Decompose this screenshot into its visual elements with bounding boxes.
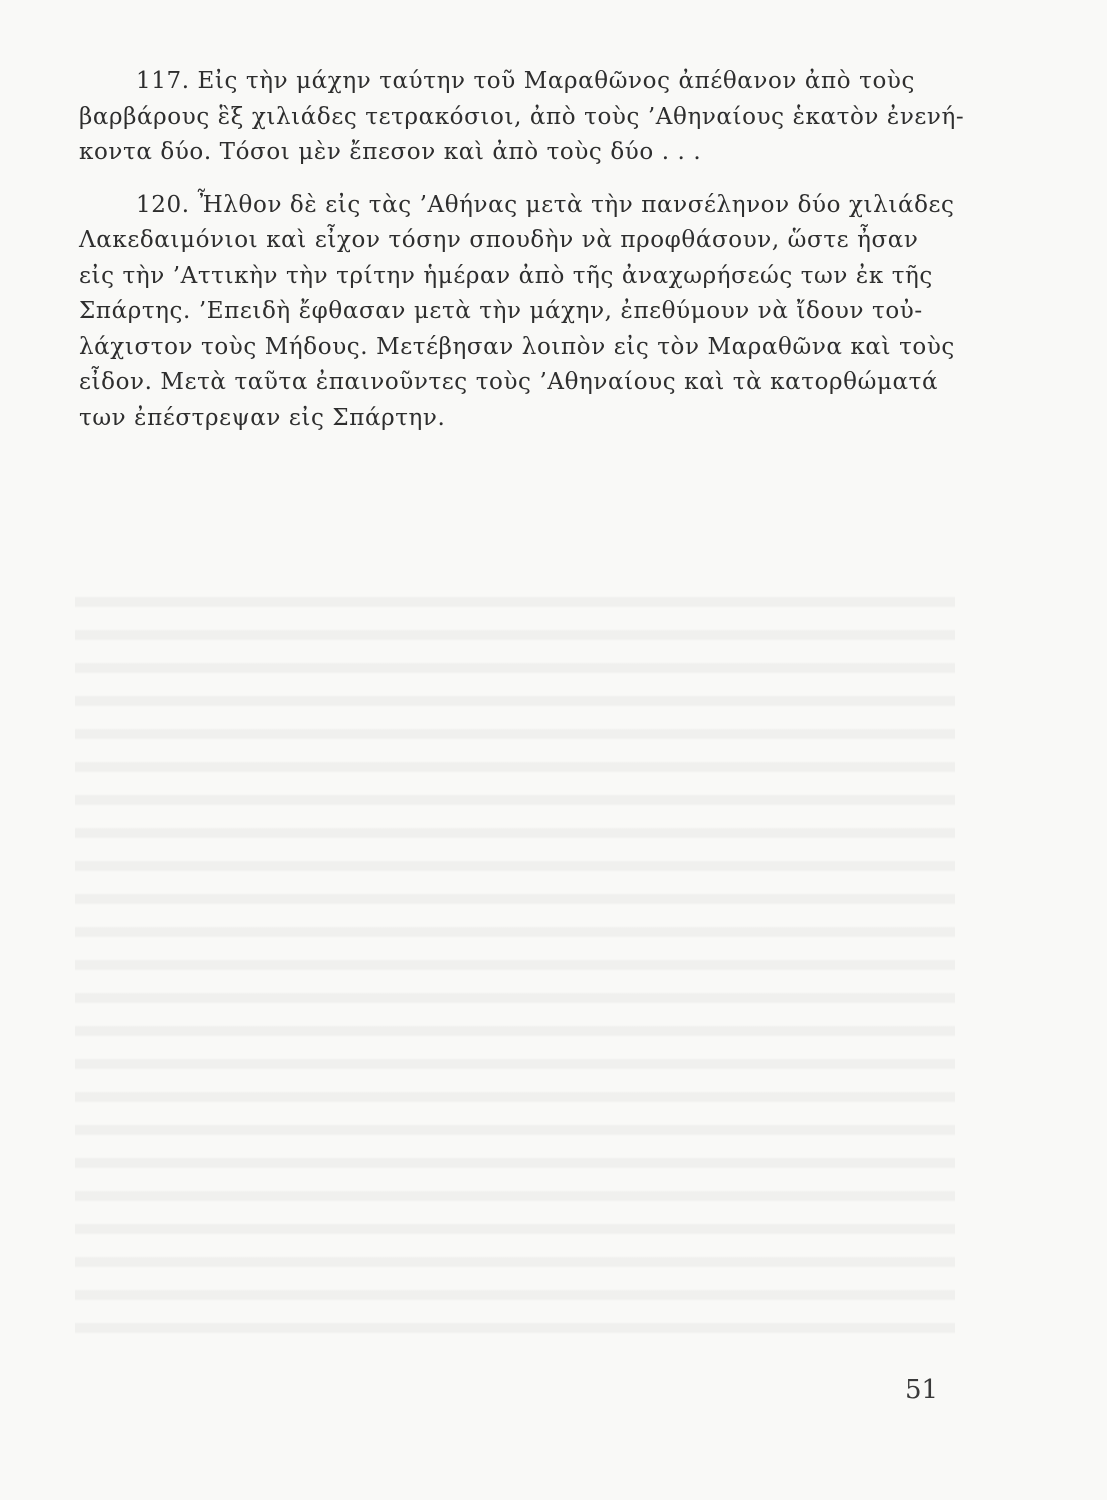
bleed-through-texture: [75, 580, 955, 1340]
text-line: βαρβάρους ἓξ χιλιάδες τετρακόσιοι, ἀπὸ τοὺς ’Αθηναίους ἑκατὸν ἐνενή-: [79, 103, 965, 130]
text-line: 120. Ἦλθον δὲ εἰς τὰς ’Αθήνας μετὰ τὴν πανσέληνον δύο χιλιάδες: [136, 191, 955, 218]
text-line: Σπάρτης. ’Επειδὴ ἔφθασαν μετὰ τὴν μάχην, ἐπεθύμουν νὰ ἴδουν τοὐ-: [79, 298, 923, 324]
text-body: [79, 64, 965, 436]
text-line: λάχιστον τοὺς Μήδους. Μετέβησαν λοιπὸν εἰς τὸν Μαραθῶνα καὶ τοὺς: [79, 333, 955, 360]
paragraph-120: [79, 188, 955, 437]
text-line: 117. Εἰς τὴν μάχην ταύτην τοῦ Μαραθῶνος ἀπέθανον ἀπὸ τοὺς: [136, 68, 915, 94]
text-line: των ἐπέστρεψαν εἰς Σπάρτην.: [79, 404, 446, 431]
text-line: κοντα δύο. Τόσοι μὲν ἔπεσον καὶ ἀπὸ τοὺς δύο . . .: [79, 139, 702, 165]
text-line: εἰς τὴν ’Αττικὴν τὴν τρίτην ἡμέραν ἀπὸ τῆς ἀναχωρήσεώς των ἐκ τῆς: [79, 262, 933, 289]
text-line: εἶδον. Μετὰ ταῦτα ἐπαινοῦντες τοὺς ’Αθηναίους καὶ τὰ κατορθώματά: [79, 369, 939, 395]
text-line: Λακεδαιμόνιοι καὶ εἶχον τόσην σπουδὴν νὰ προφθάσουν, ὥστε ἦσαν: [79, 227, 919, 253]
page-number: 51: [905, 1375, 939, 1405]
paragraph-117: [79, 64, 965, 171]
paragraph-gap: [79, 171, 949, 188]
